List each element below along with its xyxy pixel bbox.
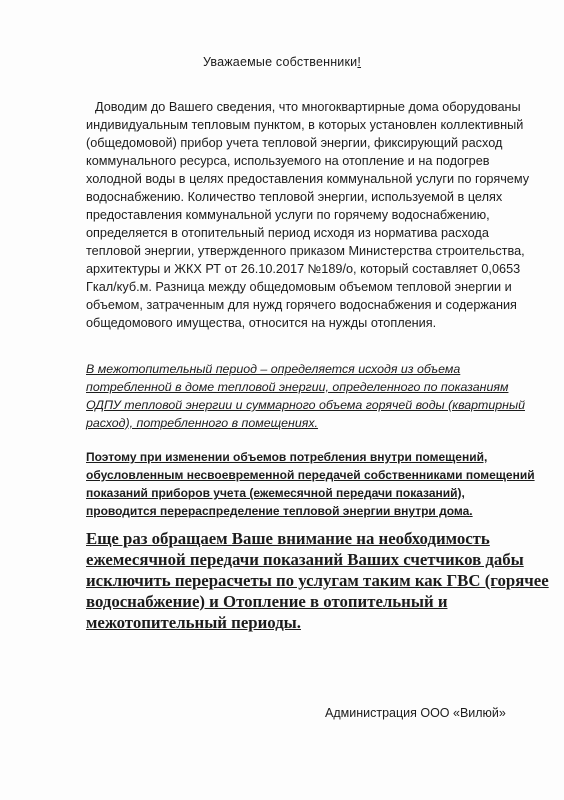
paragraph-line: общедомового имущества, относится на нужды отопления. bbox=[86, 316, 437, 330]
paragraph-line: предоставления коммунальной услуги по горячему водоснабжению, bbox=[86, 208, 490, 222]
paragraph-line: исключить перерасчеты по услугам таким как ГВС (горячее bbox=[86, 571, 549, 590]
paragraph-line: архитектуры и ЖКХ РТ от 26.10.2017 №189/о, который составляет 0,0653 bbox=[86, 262, 521, 276]
title-text: Уважаемые собственники bbox=[202, 55, 358, 69]
paragraph-line: Еще раз обращаем Ваше внимание на необходимость bbox=[86, 529, 490, 548]
page-title bbox=[0, 55, 564, 69]
paragraph-line: Гкал/куб.м. Разница между общедомовым объемом тепловой энергии и bbox=[86, 280, 512, 294]
paragraph-line: обусловленным несвоевременной передачей собственниками помещений bbox=[86, 468, 535, 482]
title-exclamation: ! bbox=[357, 55, 362, 69]
paragraph-line: объемом, затраченным для нужд горячего водоснабжения и содержания bbox=[86, 298, 517, 312]
paragraph-line: Поэтому при изменении объемов потребления внутри помещений, bbox=[86, 450, 488, 464]
paragraph-line: ежемесячной передачи показаний Ваших счетчиков дабы bbox=[86, 550, 524, 569]
paragraph-line: (общедомовой) прибор учета тепловой энергии, фиксирующий расход bbox=[86, 136, 503, 150]
paragraph-line: потребленной в доме тепловой энергии, определенного по показаниям bbox=[86, 380, 509, 394]
paragraph-line: В межотопительный период – определяется исходя из объема bbox=[86, 362, 461, 376]
paragraph-line: тепловой энергии, утвержденного приказом Министерства строительства, bbox=[86, 244, 525, 258]
paragraph-line: определяется в отопительный период исходя из норматива расхода bbox=[86, 226, 489, 240]
signature: Администрация ООО «Вилюй» bbox=[325, 706, 506, 720]
paragraph-line: расход), потребленного в помещениях. bbox=[86, 416, 319, 430]
paragraph-line: межотопительный периоды. bbox=[86, 613, 301, 632]
paragraph-line: коммунального ресурса, используемого на отопление и на подогрев bbox=[86, 154, 490, 168]
paragraph-line: водоснабжению. Количество тепловой энергии, используемой в целях bbox=[86, 190, 503, 204]
paragraph-line: индивидуальным тепловым пунктом, в которых установлен коллективный bbox=[86, 118, 524, 132]
paragraph-line: ОДПУ тепловой энергии и суммарного объема горячей воды (квартирный bbox=[86, 398, 525, 412]
paragraph-line: показаний приборов учета (ежемесячной передачи показаний), bbox=[86, 486, 465, 500]
paragraph-line: холодной воды в целях предоставления коммунальной услуги по горячему bbox=[86, 172, 530, 186]
paragraph-line: проводится перераспределение тепловой энергии внутри дома. bbox=[86, 504, 473, 518]
paragraph-line: водоснабжение) и Отопление в отопительный и bbox=[86, 592, 448, 611]
paragraph-line: Доводим до Вашего сведения, что многоквартирные дома оборудованы bbox=[95, 100, 521, 114]
